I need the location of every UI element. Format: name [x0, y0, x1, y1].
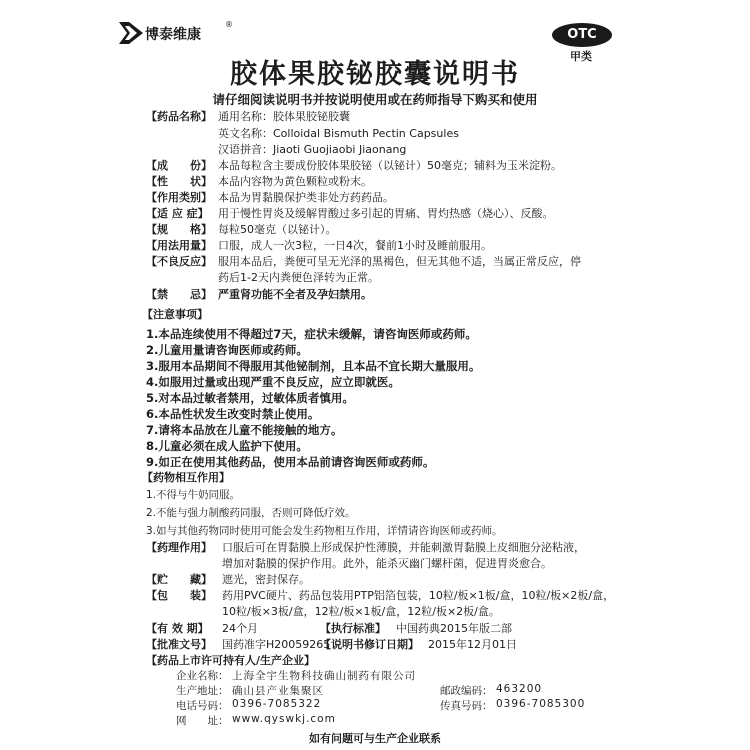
adverse-label: 【不良反应】 [146, 255, 212, 268]
usage-label: 【用法用量】 [146, 239, 212, 252]
pinyin-name: 汉语拼音：Jiaoti Guojiaobi Jiaonang [218, 143, 407, 156]
note-item: 2.儿童用量请咨询医师或药师。 [146, 343, 308, 357]
indication-label: 【适 应 症】 [146, 207, 209, 220]
category-text: 本品为胃黏膜保护类非处方药药品。 [218, 191, 394, 204]
validity-text: 24个月 [222, 622, 258, 635]
note-item: 7.请将本品放在儿童不能接触的地方。 [146, 423, 343, 437]
composition-label: 【成 份】 [146, 159, 212, 172]
storage-text: 遮光，密封保存。 [222, 573, 310, 586]
interaction-item: 2.不能与强力制酸药同服，否则可降低疗效。 [146, 507, 356, 519]
phone-number: 0396-7085322 [232, 698, 322, 710]
package-text-line1: 药用PVC硬片、药品包装用PTP铝箔包装，10粒/板×1板/盒，10粒/板×2板/盒， [222, 589, 615, 602]
brand-name: 博泰维康 [145, 27, 201, 43]
website-url[interactable]: www.qyswkj.com [232, 713, 336, 725]
validity-label: 【有 效 期】 [146, 622, 209, 635]
drug-name-label: 【药品名称】 [146, 110, 212, 123]
website-label: 网 址： [176, 715, 229, 727]
otc-class: 甲类 [570, 50, 592, 63]
category-label: 【作用类别】 [146, 191, 212, 204]
contra-label: 【禁 忌】 [146, 288, 212, 301]
standard-label: 【执行标准】 [320, 622, 386, 635]
fax-number: 0396-7085300 [496, 698, 586, 710]
pharm-label: 【药理作用】 [146, 541, 212, 554]
pharm-text-line2: 增加对黏膜的保护作用。此外，能杀灭幽门螺杆菌，促进胃炎愈合。 [222, 557, 552, 570]
company-name: 上海全宇生物科技确山制药有限公司 [232, 670, 416, 682]
revision-label: 【说明书修订日期】 [320, 638, 419, 651]
english-name: 英文名称：Colloidal Bismuth Pectin Capsules [218, 127, 459, 140]
adverse-text-line2: 药后1-2天内粪便色泽转为正常。 [218, 271, 379, 284]
note-item: 4.如服用过量或出现严重不良反应，应立即就医。 [146, 375, 400, 389]
approval-label: 【批准文号】 [146, 638, 212, 651]
notes-label: 【注意事项】 [142, 308, 208, 321]
composition-text: 本品每粒含主要成份胶体果胶铋（以铋计）50毫克；辅料为玉米淀粉。 [218, 159, 562, 172]
zip-label: 邮政编码： [440, 685, 493, 697]
address-text: 确山县产业集聚区 [232, 685, 324, 697]
company-label: 企业名称： [176, 670, 229, 682]
interaction-item: 1.不得与牛奶同服。 [146, 489, 241, 501]
package-text-line2: 10粒/板×3板/盒，12粒/板×1板/盒，12粒/板×2板/盒。 [222, 605, 500, 618]
address-label: 生产地址： [176, 685, 229, 697]
note-item: 6.本品性状发生改变时禁止使用。 [146, 407, 320, 421]
note-item: 1.本品连续使用不得超过7天，症状未缓解，请咨询医师或药师。 [146, 327, 477, 341]
package-label: 【包 装】 [146, 589, 212, 602]
revision-text: 2015年12月01日 [428, 638, 517, 651]
zip-code: 463200 [496, 683, 543, 695]
interactions-label: 【药物相互作用】 [142, 471, 230, 484]
note-item: 9.如正在使用其他药品，使用本品前请咨询医师或药师。 [146, 455, 435, 469]
adverse-text-line1: 服用本品后，粪便可呈无光泽的黑褐色，但无其他不适，当属正常反应，停 [218, 255, 581, 268]
brand-mark-icon [117, 20, 147, 46]
storage-label: 【贮 藏】 [146, 573, 212, 586]
document-subtitle: 请仔细阅读说明书并按说明使用或在药师指导下购买和使用 [212, 92, 538, 107]
usage-text: 口服，成人一次3粒，一日4次，餐前1小时及睡前服用。 [218, 239, 492, 252]
note-item: 5.对本品过敏者禁用，过敏体质者慎用。 [146, 391, 354, 405]
character-text: 本品内容物为黄色颗粒或粉末。 [218, 175, 372, 188]
approval-text: 国药准字H20059265 [222, 638, 331, 651]
pharm-text-line1: 口服后可在胃黏膜上形成保护性薄膜，并能刺激胃黏膜上皮细胞分泌粘液， [222, 541, 585, 554]
phone-label: 电话号码： [176, 700, 229, 712]
interaction-item: 3.如与其他药物同时使用可能会发生药物相互作用，详情请咨询医师或药师。 [146, 525, 503, 537]
manufacturer-label: 【药品上市许可持有人/生产企业】 [146, 654, 316, 667]
document-title: 胶体果胶铋胶囊说明书 [230, 59, 520, 90]
common-name: 通用名称：胶体果胶铋胶囊 [218, 110, 350, 123]
note-item: 3.服用本品期间不得服用其他铋制剂，且本品不宜长期大量服用。 [146, 359, 481, 373]
contra-text: 严重肾功能不全者及孕妇禁用。 [218, 288, 372, 301]
note-item: 8.儿童必须在成人监护下使用。 [146, 439, 308, 453]
standard-text: 中国药典2015年版二部 [396, 622, 512, 635]
spec-label: 【规 格】 [146, 223, 212, 236]
fax-label: 传真号码： [440, 700, 493, 712]
brand-registered-mark: ® [225, 20, 233, 29]
spec-text: 每粒50毫克（以铋计）。 [218, 223, 337, 236]
footer-contact-note: 如有问题可与生产企业联系 [309, 732, 441, 745]
otc-badge: OTC [552, 23, 612, 47]
character-label: 【性 状】 [146, 175, 212, 188]
indication-text: 用于慢性胃炎及缓解胃酸过多引起的胃痛、胃灼热感（烧心）、反酸。 [218, 207, 554, 220]
